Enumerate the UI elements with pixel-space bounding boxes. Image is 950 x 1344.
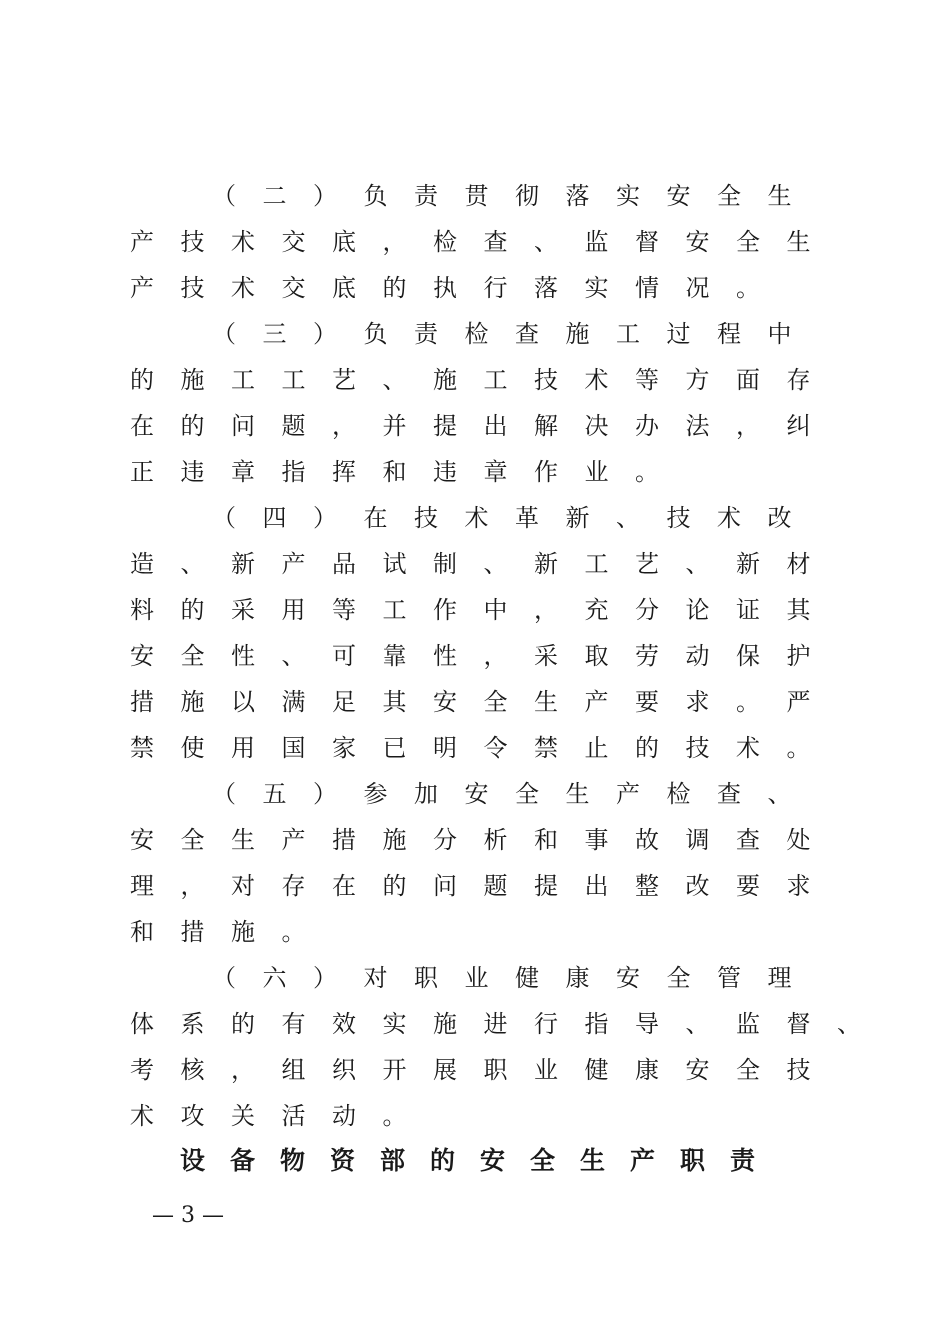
paragraph-4-line-1: （四）在技术革新、技术改: [212, 504, 818, 532]
paragraph-4-line-5: 措施以满足其安全生产要求。严: [130, 688, 837, 716]
paragraph-6-line-1: （六）对职业健康安全管理: [212, 964, 818, 992]
paragraph-5-line-3: 理，对存在的问题提出整改要求: [130, 872, 837, 900]
paragraph-3-line-2: 的施工工艺、施工技术等方面存: [130, 366, 837, 394]
paragraph-6-line-2: 体系的有效实施进行指导、监督、: [130, 1010, 888, 1038]
paragraph-5-line-2: 安全生产措施分析和事故调查处: [130, 826, 837, 854]
page-number: — 3 —: [152, 1203, 224, 1228]
paragraph-3-line-3: 在的问题，并提出解决办法，纠: [130, 412, 837, 440]
paragraph-3-line-1: （三）负责检查施工过程中: [212, 320, 818, 348]
paragraph-6-line-4: 术攻关活动。: [130, 1102, 433, 1130]
paragraph-4-line-4: 安全性、可靠性，采取劳动保护: [130, 642, 837, 670]
paragraph-3-line-4: 正违章指挥和违章作业。: [130, 458, 686, 486]
paragraph-4-line-6: 禁使用国家已明令禁止的技术。: [130, 734, 837, 762]
paragraph-4-line-2: 造、新产品试制、新工艺、新材: [130, 550, 837, 578]
paragraph-2-line-2: 产技术交底，检查、监督安全生: [130, 228, 837, 256]
paragraph-6-line-3: 考核，组织开展职业健康安全技: [130, 1056, 837, 1084]
section-heading: 设备物资部的安全生产职责: [180, 1146, 781, 1175]
paragraph-4-line-3: 料的采用等工作中，充分论证其: [130, 596, 837, 624]
paragraph-5-line-1: （五）参加安全生产检查、: [212, 780, 818, 808]
paragraph-2-line-1: （二）负责贯彻落实安全生: [212, 182, 818, 210]
paragraph-5-line-4: 和措施。: [130, 918, 332, 946]
paragraph-2-line-3: 产技术交底的执行落实情况。: [130, 274, 787, 302]
